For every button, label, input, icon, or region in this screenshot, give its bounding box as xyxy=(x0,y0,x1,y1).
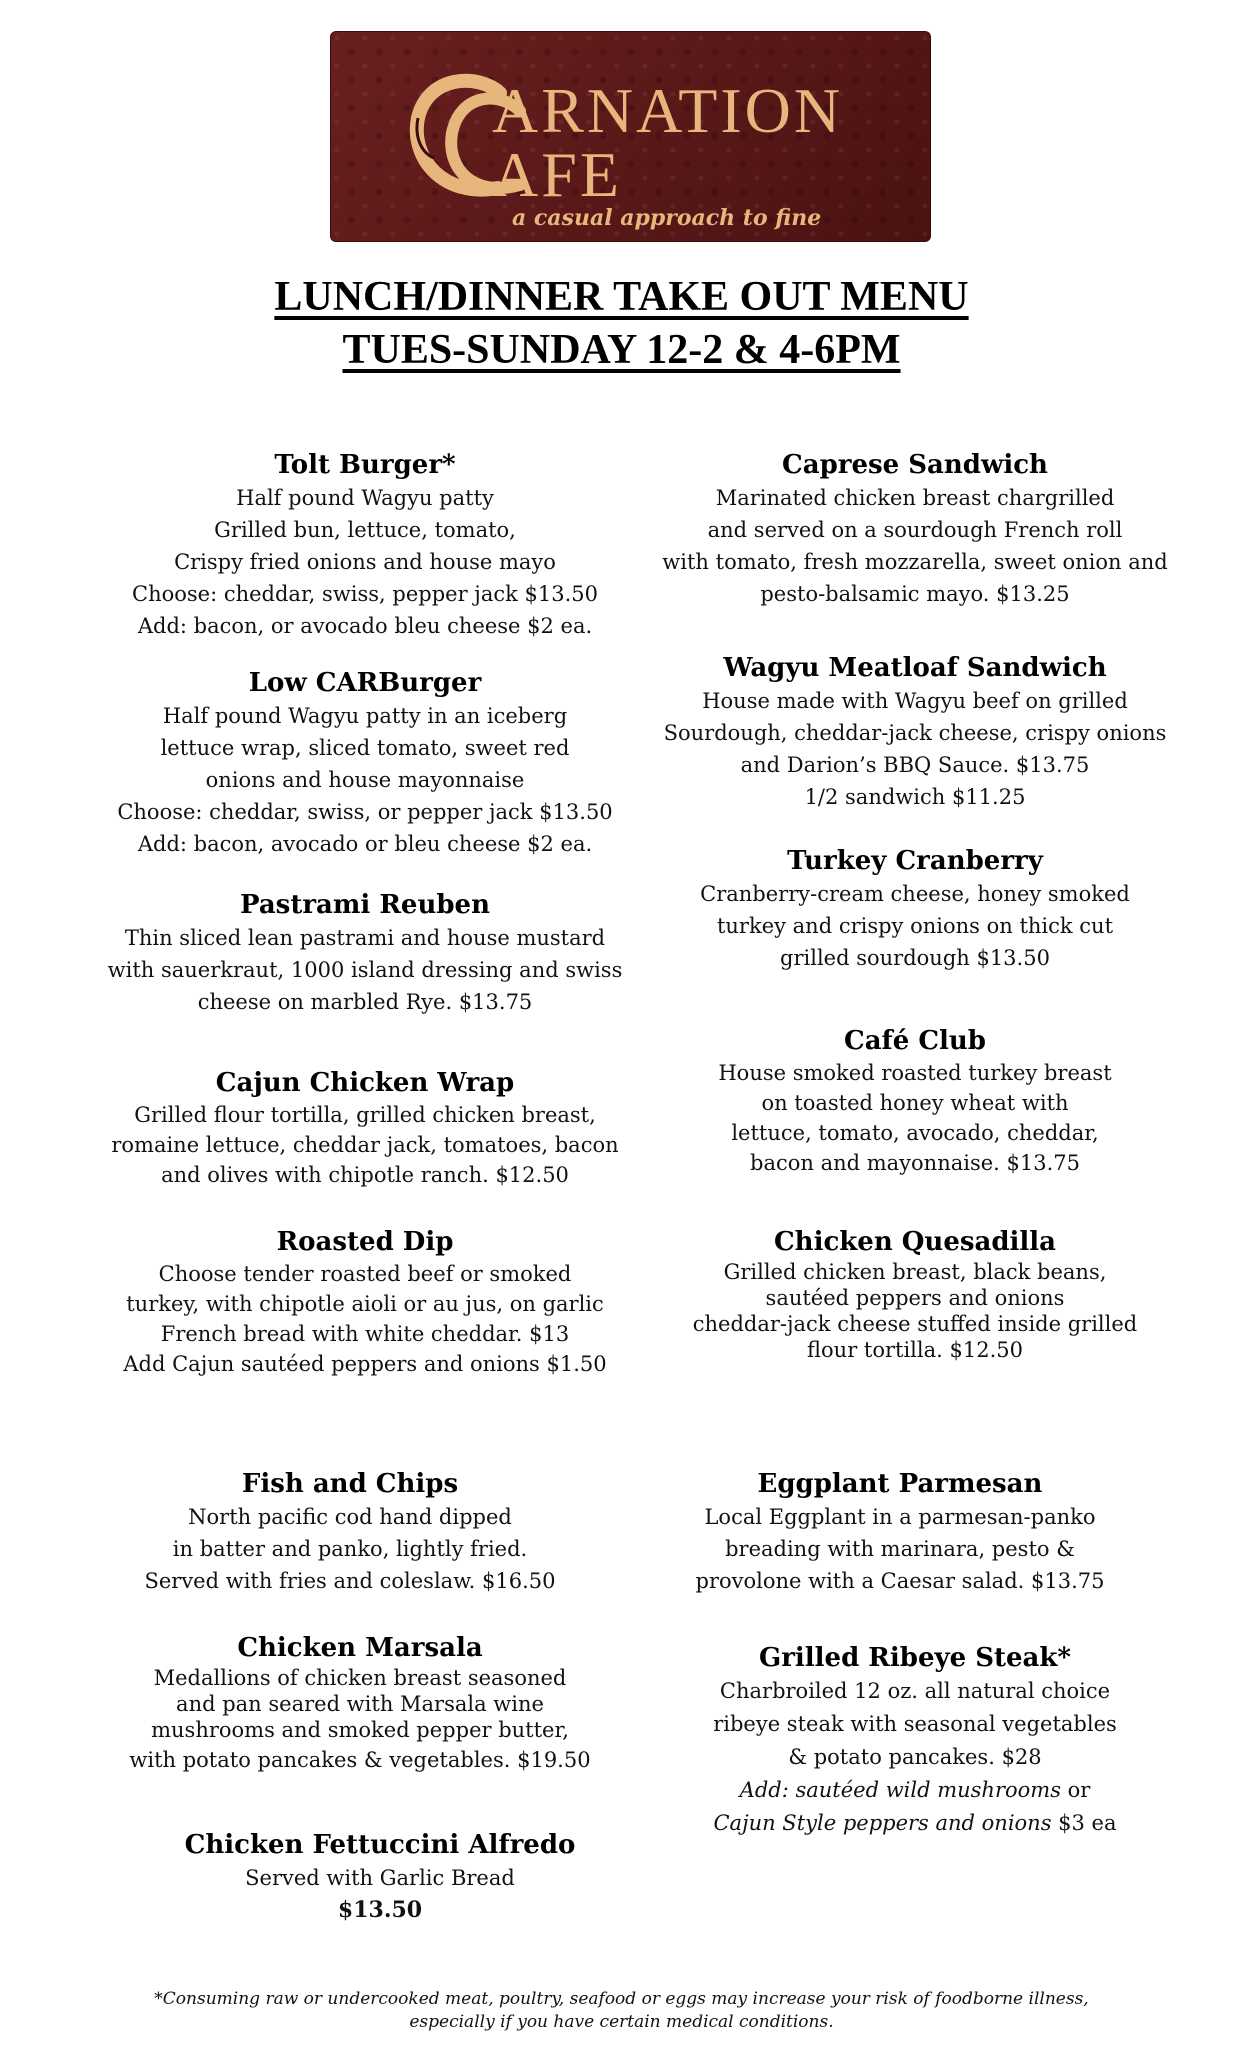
item-line: turkey and crispy onions on thick cut xyxy=(716,914,1114,938)
item-line: ribeye steak with seasonal vegetables xyxy=(713,1712,1117,1736)
item-line: sautéed peppers and onions xyxy=(765,1286,1065,1310)
item-line: Medallions of chicken breast seasoned xyxy=(153,1666,567,1690)
item-line: breading with marinara, pesto & xyxy=(725,1537,1075,1561)
item-name: Chicken Quesadilla xyxy=(773,1227,1057,1257)
item-line: Sourdough, cheddar-jack cheese, crispy onions xyxy=(663,721,1167,745)
item-line: and olives with chipotle ranch. $12.50 xyxy=(161,1163,569,1187)
item-line: Half pound Wagyu patty xyxy=(236,486,494,510)
item-line: Grilled bun, lettuce, tomato, xyxy=(214,518,516,542)
item-name: Eggplant Parmesan xyxy=(757,1469,1043,1499)
menu-item-turkey-cranberry xyxy=(640,844,1190,974)
menu-item-wagyu-meatloaf-sandwich xyxy=(640,651,1190,813)
item-line: 1/2 sandwich $11.25 xyxy=(804,785,1026,809)
item-line: with sauerkraut, 1000 island dressing and swiss xyxy=(107,958,623,982)
item-line: cheese on marbled Rye. $13.75 xyxy=(197,990,533,1014)
item-line: North pacific cod hand dipped xyxy=(188,1505,512,1529)
menu-item-tolt-burger xyxy=(60,448,670,642)
item-line: Cranberry-cream cheese, honey smoked xyxy=(700,882,1130,906)
item-line: in batter and panko, lightly fried. xyxy=(172,1537,528,1561)
item-line: flour tortilla. $12.50 xyxy=(807,1338,1023,1362)
menu-item-fish-and-chips xyxy=(60,1467,640,1597)
item-line: bacon and mayonnaise. $13.75 xyxy=(750,1151,1080,1175)
addon-italic: Add: sautéed wild mushrooms xyxy=(739,1778,1061,1802)
item-name: Caprese Sandwich xyxy=(782,450,1048,480)
item-line: House made with Wagyu beef on grilled xyxy=(702,689,1128,713)
item-line: with potato pancakes & vegetables. $19.50 xyxy=(129,1748,591,1772)
menu-item-low-carburger xyxy=(60,666,670,860)
item-line: Half pound Wagyu patty in an iceberg xyxy=(162,704,568,728)
logo-line-2: AFE xyxy=(492,139,622,210)
menu-item-cajun-chicken-wrap xyxy=(60,1066,670,1190)
item-line: Add: bacon, avocado or bleu cheese $2 ea. xyxy=(137,832,593,856)
item-line: Choose: cheddar, swiss, pepper jack $13.50 xyxy=(132,582,598,606)
menu-item-pastrami-reuben xyxy=(60,888,670,1018)
item-line: lettuce wrap, sliced tomato, sweet red xyxy=(160,736,570,760)
item-name: Café Club xyxy=(844,1026,986,1056)
item-addon-line-2 xyxy=(640,1807,1190,1840)
item-line: & potato pancakes. $28 xyxy=(788,1745,1042,1769)
item-price: $13.50 xyxy=(337,1897,423,1923)
item-line: Local Eggplant in a parmesan-panko xyxy=(704,1505,1096,1529)
item-name: Turkey Cranberry xyxy=(787,846,1043,876)
menu-hours: TUES-SUNDAY 12-2 & 4-6PM xyxy=(342,327,901,373)
item-line: Served with fries and coleslaw. $16.50 xyxy=(144,1569,556,1593)
item-name: Tolt Burger* xyxy=(274,450,456,480)
disclaimer-line-2: especially if you have certain medical conditions. xyxy=(409,2012,834,2032)
item-line: Charbroiled 12 oz. all natural choice xyxy=(719,1679,1111,1703)
menu-item-grilled-ribeye-steak xyxy=(640,1641,1190,1840)
menu-item-chicken-quesadilla xyxy=(640,1225,1190,1363)
item-name: Low CARBurger xyxy=(248,668,482,698)
item-name: Grilled Ribeye Steak* xyxy=(759,1643,1071,1673)
item-name: Chicken Fettuccini Alfredo xyxy=(184,1830,576,1860)
item-line: Grilled flour tortilla, grilled chicken breast, xyxy=(134,1103,596,1127)
addon-or: or xyxy=(1060,1778,1091,1802)
addon-italic-2: Cajun Style peppers and onions xyxy=(713,1811,1052,1835)
addon-price: $3 ea xyxy=(1051,1811,1117,1835)
menu-item-eggplant-parmesan xyxy=(620,1467,1180,1597)
item-line: Choose tender roasted beef or smoked xyxy=(158,1262,572,1286)
item-line: Add: bacon, or avocado bleu cheese $2 ea. xyxy=(137,614,593,638)
item-name: Pastrami Reuben xyxy=(239,890,490,920)
item-line: cheddar-jack cheese stuffed inside grilled xyxy=(692,1312,1138,1336)
menu-item-caprese-sandwich xyxy=(640,448,1190,610)
item-name: Cajun Chicken Wrap xyxy=(215,1068,515,1098)
item-line: Served with Garlic Bread xyxy=(245,1866,515,1890)
item-line: grilled sourdough $13.50 xyxy=(780,946,1050,970)
item-line: romaine lettuce, cheddar jack, tomatoes, bacon xyxy=(111,1133,619,1157)
logo-line-1: ARNATION xyxy=(492,75,844,146)
menu-item-cafe-club xyxy=(640,1024,1190,1178)
item-line: House smoked roasted turkey breast xyxy=(718,1061,1112,1085)
item-line: and pan seared with Marsala wine xyxy=(176,1692,544,1716)
item-line: mushrooms and smoked pepper butter, xyxy=(151,1718,569,1742)
item-line: provolone with a Caesar salad. $13.75 xyxy=(695,1569,1105,1593)
item-line: turkey, with chipotle aioli or au jus, on garlic xyxy=(126,1292,604,1316)
item-line: Choose: cheddar, swiss, or pepper jack $13.50 xyxy=(117,800,613,824)
disclaimer-line-1: *Consuming raw or undercooked meat, poultry, seafood or eggs may increase your risk of foodborne illness, xyxy=(154,1989,1089,2009)
item-name: Wagyu Meatloaf Sandwich xyxy=(723,653,1107,683)
item-addon-line-1 xyxy=(640,1774,1190,1807)
item-line: lettuce, tomato, avocado, cheddar, xyxy=(731,1121,1099,1145)
carnation-cafe-logo xyxy=(330,31,931,242)
menu-item-chicken-marsala xyxy=(80,1631,640,1777)
item-line: and served on a sourdough French roll xyxy=(707,518,1123,542)
menu-item-chicken-fettuccini-alfredo xyxy=(110,1828,650,1926)
item-line: and Darion’s BBQ Sauce. $13.75 xyxy=(740,753,1090,777)
health-disclaimer xyxy=(0,1988,1243,2034)
item-line: Marinated chicken breast chargrilled xyxy=(715,486,1115,510)
item-line: with tomato, fresh mozzarella, sweet onion and xyxy=(662,550,1168,574)
item-line: on toasted honey wheat with xyxy=(761,1091,1069,1115)
item-line: Crispy fried onions and house mayo xyxy=(174,550,556,574)
item-line: Add Cajun sautéed peppers and onions $1.50 xyxy=(123,1352,607,1376)
item-line: pesto-balsamic mayo. $13.25 xyxy=(760,582,1070,606)
item-line: Grilled chicken breast, black beans, xyxy=(723,1260,1107,1284)
item-line: onions and house mayonnaise xyxy=(205,768,525,792)
item-name: Chicken Marsala xyxy=(237,1633,483,1663)
item-name: Roasted Dip xyxy=(276,1227,454,1257)
item-line: Thin sliced lean pastrami and house mustard xyxy=(124,926,606,950)
menu-item-roasted-dip xyxy=(60,1225,670,1379)
logo-tagline: a casual approach to fine xyxy=(512,205,822,231)
item-line: French bread with white cheddar. $13 xyxy=(160,1322,570,1346)
item-name: Fish and Chips xyxy=(241,1469,459,1499)
menu-title: LUNCH/DINNER TAKE OUT MENU xyxy=(274,274,969,320)
